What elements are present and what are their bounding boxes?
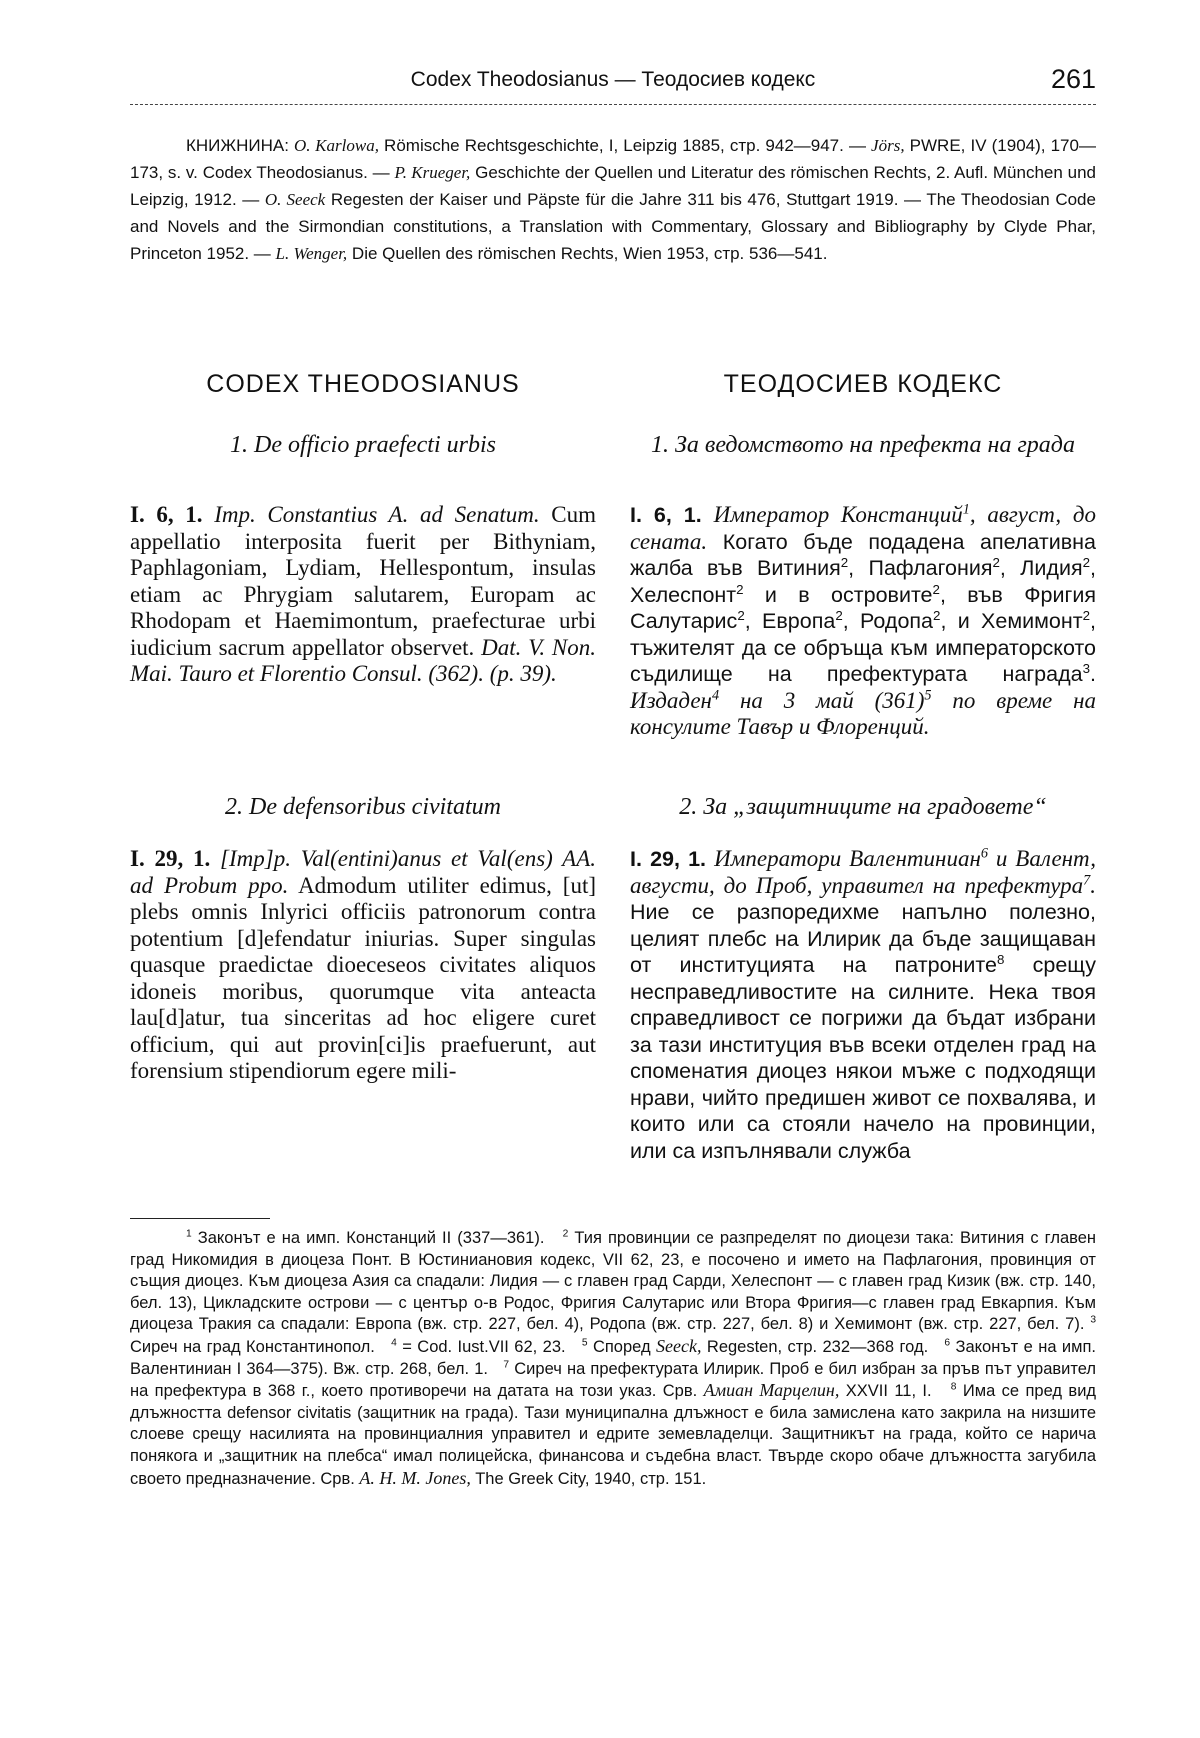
footnote-marker: 2 [1082, 607, 1091, 623]
footnote-marker: 2 [835, 607, 843, 623]
footnote-text: Има се пред вид длъжността defensor civitatis (защитник на града). Тази муниципална длъжност е била замислена като закрила на низшите слоеве срещу насилията на провинциалния управител и едрите земевладелци. Защитникът на града, който се нарича понякога и „защитник на плебса“ имал полицейска, финансова и съдебна власт. Твърде скоро обаче длъжността загубила своето предназначение. Срв. [130, 1382, 1097, 1488]
footnote-marker: 2 [933, 607, 941, 623]
bib-author: P. Krueger, [394, 163, 471, 182]
footnote-marker: 2 [736, 581, 744, 597]
footnote-number: 2 [562, 1228, 569, 1240]
footnote-text: Законът е на имп. Валентиниан I 364—375). Вж. стр. 268, бел. 1. [130, 1337, 1096, 1378]
page-number: 261 [1050, 64, 1096, 94]
footnote-text: Сиреч на префектурата Илирик. Проб е бил избран за пръв път управител на префектура в 368 г., което противоречи на датата на този указ. Срв. [130, 1359, 1096, 1401]
footnote-author: Seeck, [656, 1335, 702, 1356]
footnote-text: XXVII 11, I. [845, 1382, 932, 1401]
law-body: Admodum utiliter edimus, [ut] plebs omnis Inlyrici officiis patronorum contra potentium [d]efendatur iniurias. Super singulas quasque praedictae dioeceseos civitates aliquos idoneis moribus, quorumque vita anteacta lau[d]atur, tua sinceritas ad hoc eligere curet officium, qui aut provin[ci]is praefuerunt, aut forensium stipendiorum egere mili- [130, 872, 596, 1083]
footnote-marker: 2 [992, 554, 1000, 570]
footnote-number: 7 [503, 1359, 510, 1371]
latin-part-title: CODEX THEODOSIANUS [206, 370, 520, 398]
law-body: Когато бъде подадена апелативна жалба във Витиния$^2$, Пафлагония$^2$, Лидия$^2$, Хелеспонт$^2$ и в островите$^2$, във Фригия Салутарис$^2$, Европа$^2$, Родопа$^2$, и Хемимонт$^2$, тъжителят да се обръща към императорското съдилище на префектурата награда$^3$. [630, 529, 1097, 686]
law-reference: I. 29, 1. [630, 847, 707, 871]
law-body: Ние се разпоредихме напълно полезно, целият плебс на Илирик да бъде защищаван от институцията на патроните$^8$ срещу несправедливостите на силните. Нека твоя справедливост се погрижи да бъдат избрани за тази институция във всеки отделен град на споменатия диоцез някои мъже с подходящи нрави, чийто предишен живот се похвалява, и които или са стояли начело на провинции, или са изпълнявали служба [630, 900, 1096, 1163]
footnote-marker: 2 [737, 607, 745, 623]
footnote-text: Законът е на имп. Констанций II (337—361). [197, 1229, 545, 1247]
footnote-marker: 2 [1082, 554, 1091, 570]
bib-text: Geschichte der Quellen und Literatur des römischen Rechts, 2. Aufl. München und Leipzig, 1912. — [130, 163, 1096, 209]
running-title: Codex Theodosianus — Теодосиев кодекс [410, 68, 816, 91]
bulgarian-law-1 [630, 502, 1096, 741]
footnote-marker: 5 [924, 686, 932, 703]
latin-section-1-title: 1. De officio praefecti urbis [230, 432, 496, 458]
bib-text: PWRE, IV (1904), 170—173, s. v. Codex Theodosianus. — [130, 136, 1096, 182]
bibliography-label: КНИЖНИНА: [186, 136, 289, 155]
bulgarian-law-2 [630, 846, 1096, 1164]
footnote-text: Тия провинции се разпределят по диоцези така: Витиния с главен град Никомидия в диоцеза Понт. В Юстиниановия кодекс, VII 62, 23, е посочено и името на Пафлагония, провинция от същия диоцез. Към диоцеза Азия са спадали: Лидия — с главен град Сарди, Хелеспонт — с главен град Кизик (вж. стр. 140, бел. 13), Цикладските острови — с център о-в Родос, Фригия Салутарис или Втора Фригия—с главен град Евкарпия. Към диоцеза Тракия са спадали: Европа (вж. стр. 227, бел. 4), Родопа (вж. стр. 227, бел. 8) и Хемимонт (вж. стр. 227, бел. 7). [130, 1229, 1096, 1334]
footnote-marker: 6 [980, 845, 988, 862]
footnote-author: A. H. M. Jones, [359, 1467, 471, 1488]
footnote-marker: 3 [1082, 660, 1091, 676]
footnote-author: Амиан Марцелин, [703, 1380, 840, 1401]
footnote-text: Според [592, 1337, 651, 1356]
law-reference: I. 6, 1. [130, 502, 203, 527]
footnote-marker: 1 [962, 501, 970, 518]
bib-text: Regesten der Kaiser und Päpste für die Jahre 311 bis 476, Stuttgart 1919. — The Theodosian Code and Novels and the Sirmondian constitutions, a Translation with Commentary, Glossary and Bibliography by Clyde Phar, Princeton 1952. — [130, 190, 1096, 263]
law-reference: I. 29, 1. [130, 846, 211, 871]
footnote-rule [130, 1218, 270, 1219]
footnote-number: 6 [944, 1337, 951, 1349]
bulgarian-section-2-title: 2. За „защитниците на градовете“ [679, 794, 1047, 820]
latin-law-2 [130, 846, 596, 1085]
footnote-number: 4 [391, 1337, 397, 1349]
bib-text: Die Quellen des römischen Rechts, Wien 1953, стр. 536—541. [351, 244, 828, 263]
footnote-marker: 4 [711, 686, 720, 703]
bulgarian-part-title: ТЕОДОСИЕВ КОДЕКС [723, 370, 1003, 398]
bibliography [130, 132, 1096, 267]
footnotes [130, 1228, 1096, 1490]
bib-author: L. Wenger, [275, 244, 348, 263]
bib-author: O. Karlowa, [294, 136, 379, 155]
footnote-text: The Greek City, 1940, стр. 151. [475, 1469, 707, 1488]
header-rule [130, 104, 1096, 105]
law-heading: Imp. Constantius A. ad Senatum. [214, 502, 540, 527]
bib-author: O. Seeck [264, 190, 326, 209]
law-heading: [Imp]p. Val(entini)anus et Val(ens) AA. ad Probum ppo. [130, 846, 597, 898]
footnote-text: Сиреч на град Константинопол. [130, 1337, 375, 1356]
law-body: Cum appellatio interposita fuerit per Bithyniam, Paphlagoniam, Lydiam, Hellespontum, insulas etiam ac Phrygiam salutarem, Europam ac Rhodopam et Haemimontum, praefecturae urbi iudicium sacrum appellator observet. [130, 502, 597, 660]
footnote-number: 5 [581, 1337, 588, 1349]
footnote-marker: 8 [997, 951, 1005, 967]
footnote-text: Regesten, стр. 232—368 год. [706, 1337, 929, 1356]
latin-section-2-title: 2. De defensoribus civitatum [225, 794, 501, 820]
running-head [130, 64, 1096, 108]
law-heading: Император Констанций$^1$, август, до сената. [630, 501, 1096, 554]
footnote-marker: 7 [1083, 871, 1091, 888]
bib-text: Römische Rechtsgeschichte, I, Leipzig 1885, стр. 942—947. — [384, 136, 866, 155]
law-heading: Императори Валентиниан$^6$ и Валент, августи, до Проб, управител на префектура$^7$. [630, 845, 1096, 898]
footnote-number: 8 [950, 1381, 957, 1393]
bulgarian-section-1-title: 1. За ведомството на префекта на града [651, 432, 1075, 458]
bib-author: Jörs, [871, 136, 905, 155]
footnote-number: 1 [186, 1228, 192, 1240]
footnote-marker: 2 [932, 581, 940, 597]
law-date: Издаден$^4$ на 3 май $(361)^5$ по време на консулите Тавър и Флоренций. [630, 686, 1097, 739]
law-reference: I. 6, 1. [630, 503, 702, 527]
footnote-number: 3 [1090, 1314, 1096, 1326]
footnote-marker: 2 [840, 554, 849, 570]
footnote-text: = Cod. Iust.VII 62, 23. [402, 1337, 566, 1356]
law-date: Dat. V. Non. Mai. Tauro et Florentio Consul. (362). (p. 39). [130, 634, 596, 686]
latin-law-1 [130, 502, 596, 688]
